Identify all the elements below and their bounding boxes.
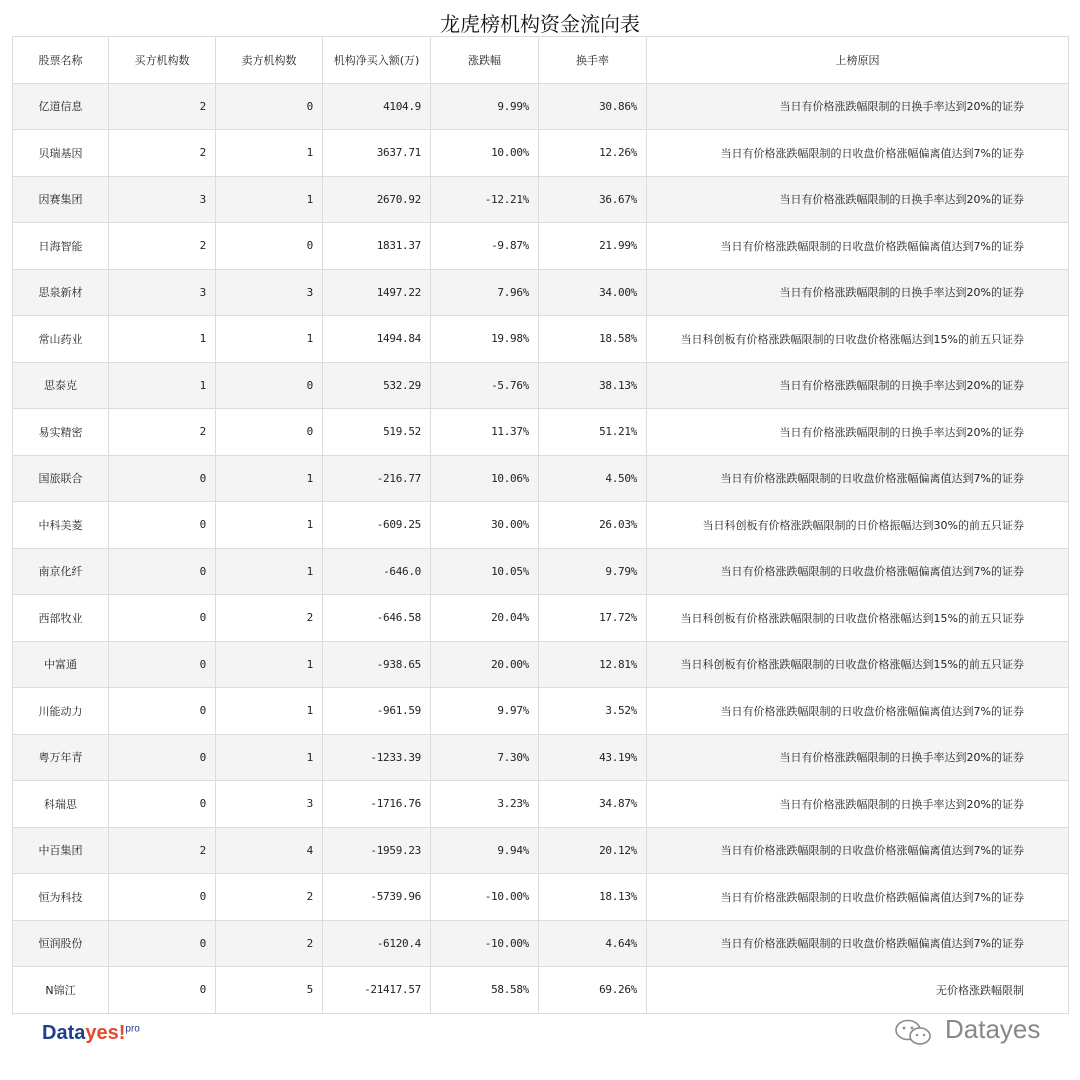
table-row — [13, 641, 1069, 688]
value-cell: 10.00% — [431, 130, 539, 177]
column-header: 股票名称 — [13, 37, 109, 84]
value-cell: 2 — [109, 827, 216, 874]
value-cell: -961.59 — [323, 688, 431, 735]
reason-cell: 当日有价格涨跌幅限制的日收盘价格涨幅偏离值达到7%的证券 — [647, 827, 1069, 874]
value-cell: 0 — [109, 502, 216, 549]
value-cell: 7.30% — [431, 734, 539, 781]
value-cell: 36.67% — [539, 176, 647, 223]
value-cell: -6120.4 — [323, 920, 431, 967]
value-cell: 58.58% — [431, 967, 539, 1014]
value-cell: 34.87% — [539, 781, 647, 828]
value-cell: 3.52% — [539, 688, 647, 735]
value-cell: 2 — [216, 920, 323, 967]
column-header: 上榜原因 — [647, 37, 1069, 84]
table-row — [13, 920, 1069, 967]
stock-name-cell: 中百集团 — [13, 827, 109, 874]
value-cell: 34.00% — [539, 269, 647, 316]
table-row — [13, 362, 1069, 409]
wechat-icon — [893, 1018, 939, 1048]
table-title: 龙虎榜机构资金流向表 — [440, 12, 640, 36]
header-row — [13, 37, 1069, 84]
value-cell: 9.79% — [539, 548, 647, 595]
value-cell: -12.21% — [431, 176, 539, 223]
value-cell: -1959.23 — [323, 827, 431, 874]
reason-cell: 当日有价格涨跌幅限制的日收盘价格跌幅偏离值达到7%的证券 — [647, 223, 1069, 270]
stock-name-cell: 思泉新材 — [13, 269, 109, 316]
value-cell: 11.37% — [431, 409, 539, 456]
value-cell: 1 — [216, 548, 323, 595]
table-row — [13, 827, 1069, 874]
value-cell: 0 — [216, 362, 323, 409]
value-cell: -216.77 — [323, 455, 431, 502]
stock-name-cell: 恒润股份 — [13, 920, 109, 967]
reason-cell: 当日有价格涨跌幅限制的日换手率达到20%的证券 — [647, 362, 1069, 409]
stock-name-cell: N锦江 — [13, 967, 109, 1014]
value-cell: 532.29 — [323, 362, 431, 409]
stock-name-cell: 思泰克 — [13, 362, 109, 409]
value-cell: 1497.22 — [323, 269, 431, 316]
value-cell: 519.52 — [323, 409, 431, 456]
value-cell: -5739.96 — [323, 874, 431, 921]
value-cell: 0 — [109, 595, 216, 642]
value-cell: 12.81% — [539, 641, 647, 688]
value-cell: 0 — [109, 967, 216, 1014]
logo-text-main: Data — [42, 1022, 86, 1044]
value-cell: 0 — [109, 688, 216, 735]
value-cell: 3 — [109, 269, 216, 316]
value-cell: 1 — [216, 316, 323, 363]
value-cell: 0 — [109, 641, 216, 688]
value-cell: 4.50% — [539, 455, 647, 502]
value-cell: 30.00% — [431, 502, 539, 549]
value-cell: -609.25 — [323, 502, 431, 549]
value-cell: 9.94% — [431, 827, 539, 874]
value-cell: -9.87% — [431, 223, 539, 270]
stock-name-cell: 中富通 — [13, 641, 109, 688]
value-cell: 0 — [216, 409, 323, 456]
value-cell: 19.98% — [431, 316, 539, 363]
value-cell: 2 — [216, 595, 323, 642]
value-cell: 1 — [216, 455, 323, 502]
value-cell: 20.12% — [539, 827, 647, 874]
reason-cell: 当日有价格涨跌幅限制的日收盘价格涨幅偏离值达到7%的证券 — [647, 548, 1069, 595]
value-cell: -646.58 — [323, 595, 431, 642]
value-cell: -10.00% — [431, 874, 539, 921]
stock-name-cell: 恒为科技 — [13, 874, 109, 921]
column-header: 卖方机构数 — [216, 37, 323, 84]
value-cell: 0 — [109, 548, 216, 595]
value-cell: 2670.92 — [323, 176, 431, 223]
reason-cell: 当日有价格涨跌幅限制的日收盘价格跌幅偏离值达到7%的证券 — [647, 920, 1069, 967]
value-cell: -646.0 — [323, 548, 431, 595]
table-row — [13, 595, 1069, 642]
value-cell: 10.06% — [431, 455, 539, 502]
value-cell: 1831.37 — [323, 223, 431, 270]
table-body — [13, 83, 1069, 1013]
stock-name-cell: 常山药业 — [13, 316, 109, 363]
value-cell: 4.64% — [539, 920, 647, 967]
value-cell: 7.96% — [431, 269, 539, 316]
value-cell: 0 — [109, 455, 216, 502]
value-cell: 20.04% — [431, 595, 539, 642]
reason-cell: 当日科创板有价格涨跌幅限制的日收盘价格涨幅达到15%的前五只证券 — [647, 595, 1069, 642]
value-cell: 9.99% — [431, 83, 539, 130]
fund-flow-table — [12, 36, 1069, 1014]
table-row — [13, 269, 1069, 316]
column-header: 换手率 — [539, 37, 647, 84]
value-cell: 3 — [216, 269, 323, 316]
value-cell: 20.00% — [431, 641, 539, 688]
value-cell: 10.05% — [431, 548, 539, 595]
reason-cell: 无价格涨跌幅限制 — [647, 967, 1069, 1014]
stock-name-cell: 中科美菱 — [13, 502, 109, 549]
value-cell: 69.26% — [539, 967, 647, 1014]
value-cell: 2 — [109, 409, 216, 456]
reason-cell: 当日科创板有价格涨跌幅限制的日价格振幅达到30%的前五只证券 — [647, 502, 1069, 549]
value-cell: 3 — [109, 176, 216, 223]
table-row — [13, 688, 1069, 735]
reason-cell: 当日有价格涨跌幅限制的日收盘价格涨幅偏离值达到7%的证券 — [647, 688, 1069, 735]
reason-cell: 当日科创板有价格涨跌幅限制的日收盘价格涨幅达到15%的前五只证券 — [647, 316, 1069, 363]
value-cell: 0 — [216, 223, 323, 270]
stock-name-cell: 科瑞思 — [13, 781, 109, 828]
value-cell: -5.76% — [431, 362, 539, 409]
value-cell: 1 — [216, 688, 323, 735]
value-cell: 3.23% — [431, 781, 539, 828]
stock-name-cell: 亿道信息 — [13, 83, 109, 130]
table-row — [13, 130, 1069, 177]
value-cell: 1 — [216, 641, 323, 688]
table-row — [13, 874, 1069, 921]
value-cell: 38.13% — [539, 362, 647, 409]
value-cell: 0 — [109, 781, 216, 828]
column-header: 机构净买入额(万) — [323, 37, 431, 84]
table-row — [13, 176, 1069, 223]
value-cell: 18.13% — [539, 874, 647, 921]
table-row — [13, 83, 1069, 130]
reason-cell: 当日有价格涨跌幅限制的日换手率达到20%的证券 — [647, 781, 1069, 828]
reason-cell: 当日有价格涨跌幅限制的日收盘价格跌幅偏离值达到7%的证券 — [647, 874, 1069, 921]
value-cell: 5 — [216, 967, 323, 1014]
datayes-watermark: Datayes — [945, 1014, 1041, 1044]
value-cell: 1494.84 — [323, 316, 431, 363]
value-cell: 1 — [216, 176, 323, 223]
table-row — [13, 316, 1069, 363]
value-cell: 43.19% — [539, 734, 647, 781]
value-cell: 30.86% — [539, 83, 647, 130]
value-cell: 9.97% — [431, 688, 539, 735]
value-cell: 0 — [109, 920, 216, 967]
table-row — [13, 548, 1069, 595]
table-row — [13, 502, 1069, 549]
value-cell: 3 — [216, 781, 323, 828]
value-cell: 0 — [216, 83, 323, 130]
value-cell: -10.00% — [431, 920, 539, 967]
value-cell: 12.26% — [539, 130, 647, 177]
reason-cell: 当日科创板有价格涨跌幅限制的日收盘价格涨幅达到15%的前五只证券 — [647, 641, 1069, 688]
reason-cell: 当日有价格涨跌幅限制的日收盘价格涨幅偏离值达到7%的证券 — [647, 455, 1069, 502]
value-cell: 18.58% — [539, 316, 647, 363]
stock-name-cell: 川能动力 — [13, 688, 109, 735]
value-cell: 21.99% — [539, 223, 647, 270]
reason-cell: 当日有价格涨跌幅限制的日换手率达到20%的证券 — [647, 409, 1069, 456]
value-cell: 26.03% — [539, 502, 647, 549]
reason-cell: 当日有价格涨跌幅限制的日收盘价格涨幅偏离值达到7%的证券 — [647, 130, 1069, 177]
value-cell: 0 — [109, 734, 216, 781]
stock-name-cell: 贝瑞基因 — [13, 130, 109, 177]
table-row — [13, 223, 1069, 270]
value-cell: 1 — [216, 502, 323, 549]
value-cell: 2 — [109, 130, 216, 177]
table-row — [13, 967, 1069, 1014]
value-cell: 3637.71 — [323, 130, 431, 177]
value-cell: 2 — [109, 223, 216, 270]
value-cell: -1233.39 — [323, 734, 431, 781]
stock-name-cell: 西部牧业 — [13, 595, 109, 642]
stock-name-cell: 易实精密 — [13, 409, 109, 456]
value-cell: -21417.57 — [323, 967, 431, 1014]
value-cell: 4 — [216, 827, 323, 874]
logo-text-accent: yes! — [85, 1022, 126, 1044]
value-cell: 1 — [216, 130, 323, 177]
value-cell: 1 — [216, 734, 323, 781]
reason-cell: 当日有价格涨跌幅限制的日换手率达到20%的证券 — [647, 176, 1069, 223]
stock-name-cell: 国旅联合 — [13, 455, 109, 502]
value-cell: 1 — [109, 316, 216, 363]
stock-name-cell: 南京化纤 — [13, 548, 109, 595]
table-row — [13, 409, 1069, 456]
table-row — [13, 734, 1069, 781]
value-cell: 17.72% — [539, 595, 647, 642]
value-cell: 2 — [216, 874, 323, 921]
value-cell: -1716.76 — [323, 781, 431, 828]
value-cell: 0 — [109, 874, 216, 921]
value-cell: -938.65 — [323, 641, 431, 688]
value-cell: 4104.9 — [323, 83, 431, 130]
value-cell: 51.21% — [539, 409, 647, 456]
stock-name-cell: 粤万年青 — [13, 734, 109, 781]
column-header: 涨跌幅 — [431, 37, 539, 84]
reason-cell: 当日有价格涨跌幅限制的日换手率达到20%的证券 — [647, 83, 1069, 130]
table-row — [13, 455, 1069, 502]
table-row — [13, 781, 1069, 828]
logo-text-sup: pro — [125, 1023, 140, 1035]
column-header: 买方机构数 — [109, 37, 216, 84]
stock-name-cell: 因赛集团 — [13, 176, 109, 223]
value-cell: 2 — [109, 83, 216, 130]
reason-cell: 当日有价格涨跌幅限制的日换手率达到20%的证券 — [647, 269, 1069, 316]
stock-name-cell: 日海智能 — [13, 223, 109, 270]
datayes-pro-logo — [42, 1022, 140, 1045]
value-cell: 1 — [109, 362, 216, 409]
reason-cell: 当日有价格涨跌幅限制的日换手率达到20%的证券 — [647, 734, 1069, 781]
